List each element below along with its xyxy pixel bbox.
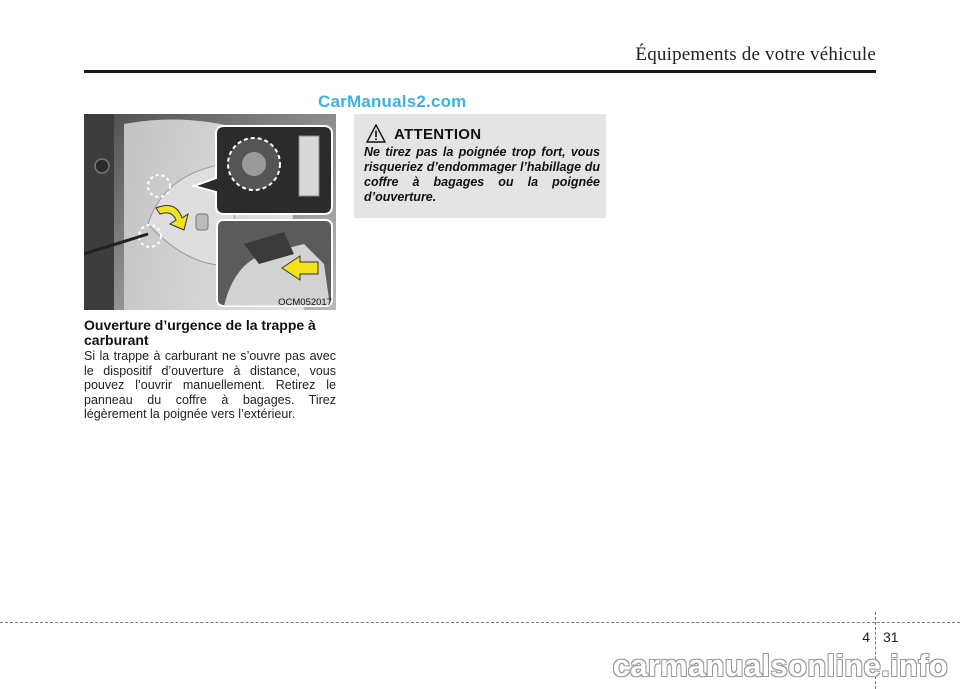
figure-illustration bbox=[84, 114, 336, 310]
attention-text: Ne tirez pas la poignée trop fort, vous risqueriez d’endommager l’habillage du coffre à bagages ou la poignée d’ouverture. bbox=[364, 145, 600, 204]
attention-header bbox=[366, 124, 481, 144]
page-chapter: 4 bbox=[862, 629, 870, 645]
header-title: Équipements de votre véhicule bbox=[635, 44, 876, 65]
page-number: 31 bbox=[883, 629, 899, 645]
section-body: Si la trappe à carburant ne s’ouvre pas avec le dispositif d’ouverture à distance, vous pouvez l’ouvrir manuellement. Retirez le panneau du coffre à bagages. Tirez légèrement la poignée vers l’extérieur. bbox=[84, 349, 336, 422]
section-heading: Ouverture d’urgence de la trappe à carburant bbox=[84, 317, 316, 348]
attention-title: ATTENTION bbox=[394, 125, 482, 143]
attention-box bbox=[354, 114, 606, 218]
figure-fuel-door-emergency bbox=[84, 114, 336, 310]
warning-triangle-icon bbox=[366, 124, 386, 144]
watermark-top[interactable]: CarManuals2.com bbox=[318, 92, 467, 111]
watermark-bottom[interactable]: carmanualsonline.info bbox=[612, 648, 948, 683]
figure-code: OCM052017 bbox=[278, 297, 332, 308]
header-rule bbox=[84, 70, 876, 73]
footer-divider bbox=[0, 622, 960, 623]
